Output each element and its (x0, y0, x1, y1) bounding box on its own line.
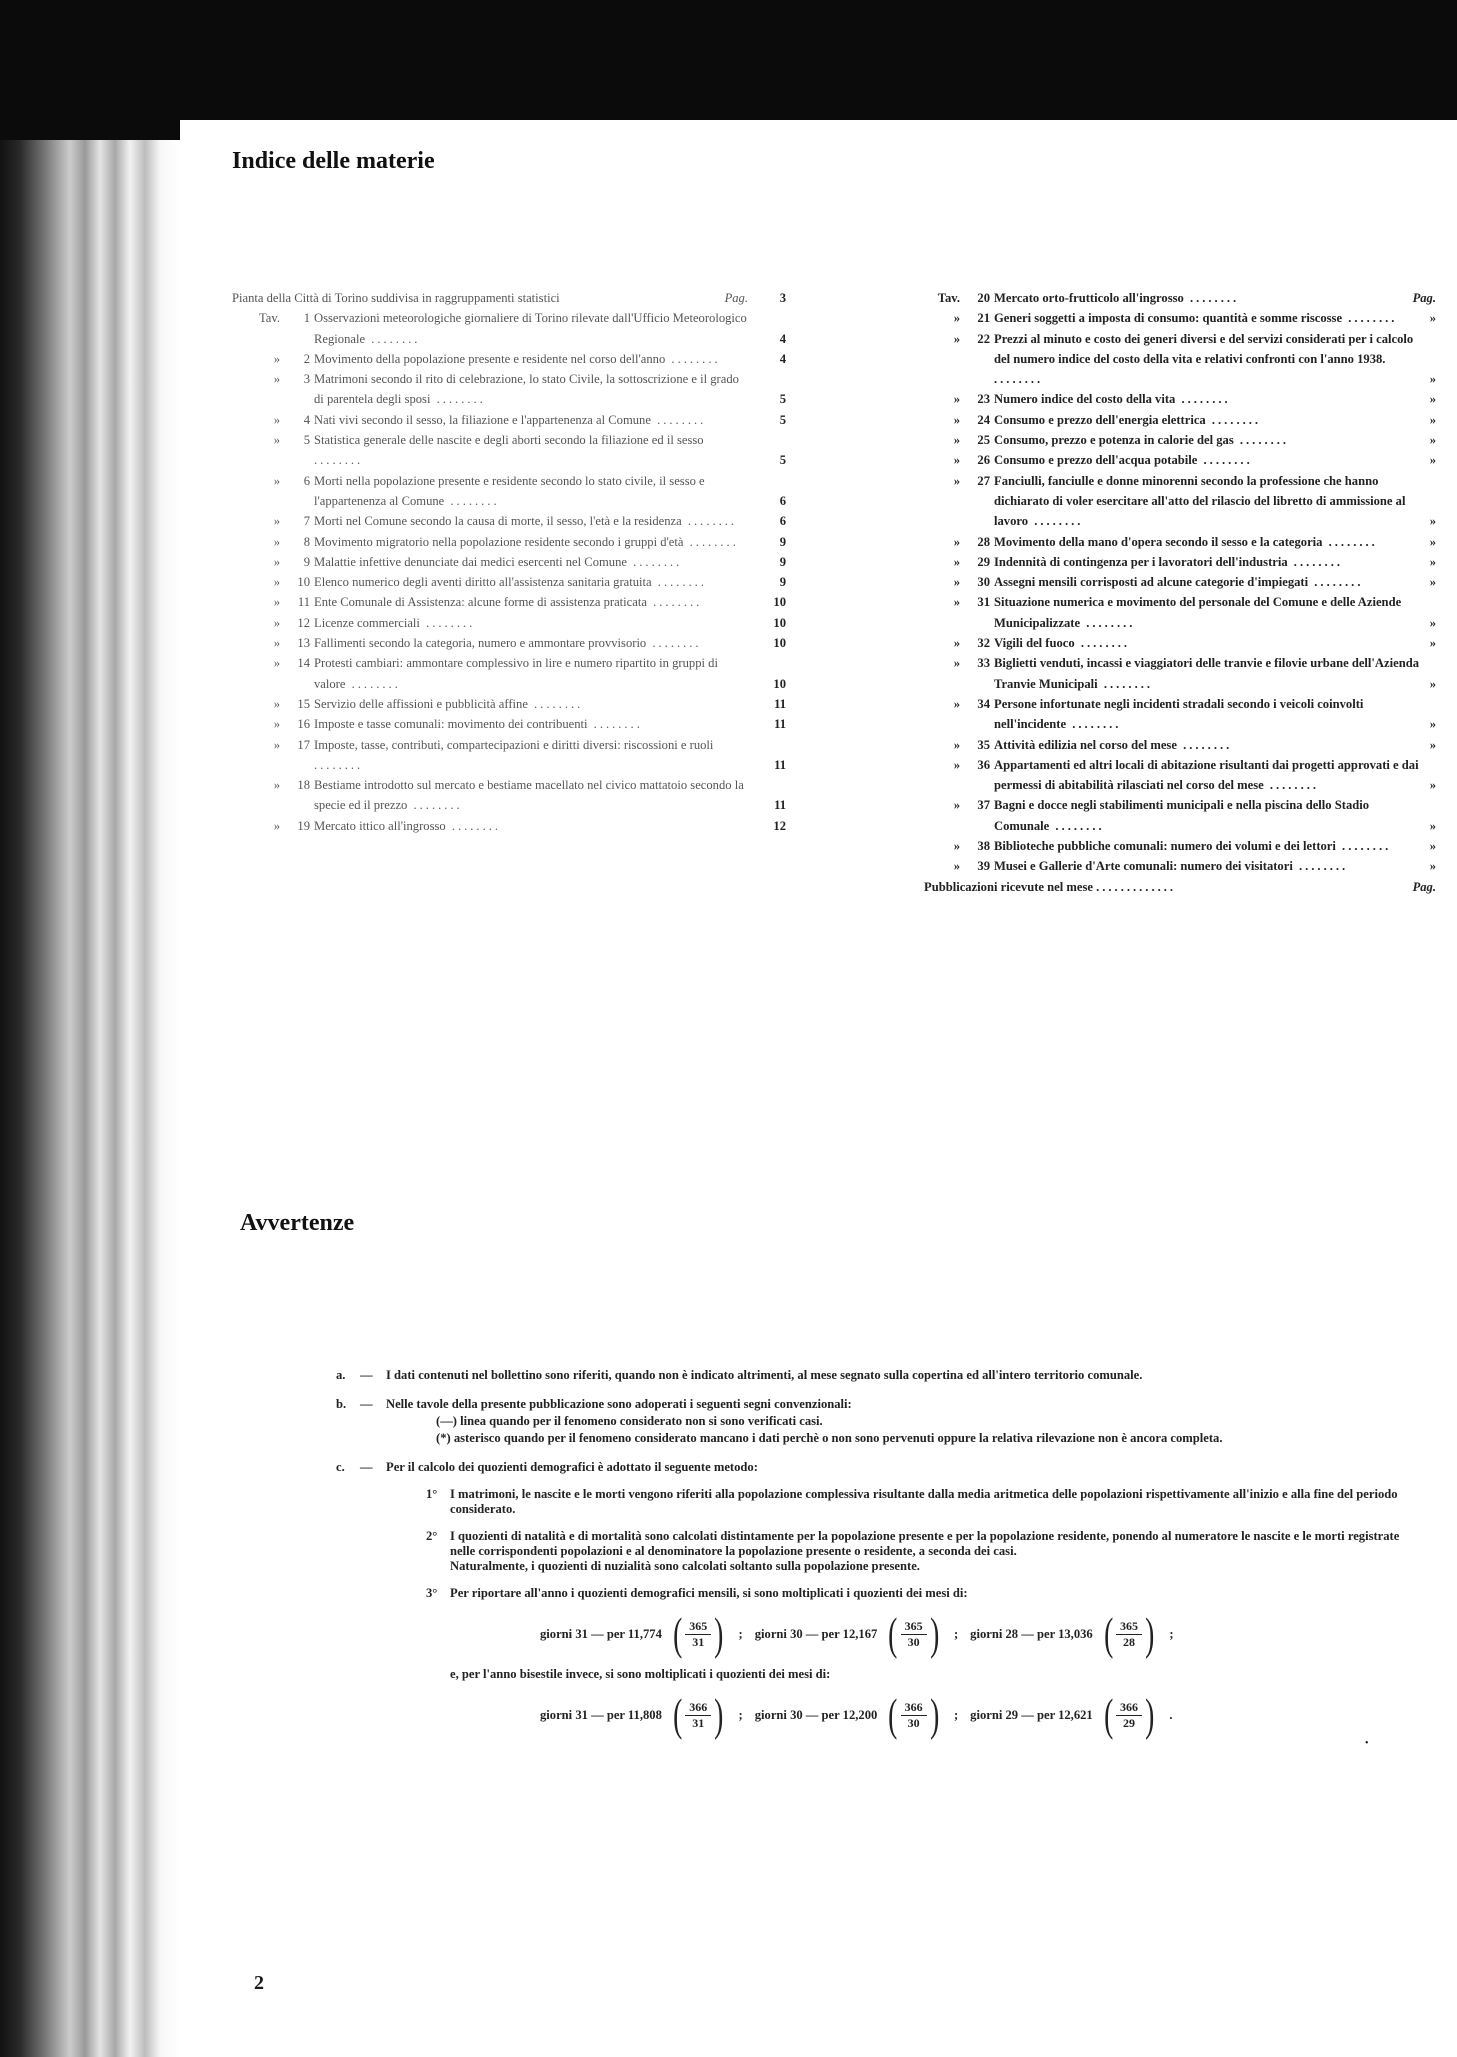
toc-entry-text: Statistica generale delle nascite e degli aborti secondo la filiazione ed il sesso ........ (314, 433, 704, 468)
toc-entry-number: 25 (977, 433, 990, 448)
toc-entry-number: 36 (977, 757, 990, 772)
toc-entry-label: » (273, 818, 280, 833)
toc-entry-number: 30 (977, 575, 990, 590)
toc-entry-number: 14 (297, 656, 310, 671)
toc-entry (924, 471, 1436, 532)
toc-entry-text: Osservazioni meteorologiche giornaliere di Torino rilevate dall'Ufficio Meteorologico Regionale ........ (314, 311, 747, 346)
toc-entry-number: 38 (977, 839, 990, 854)
toc-page-number: 9 (779, 575, 786, 590)
toc-entry-label: » (273, 778, 280, 793)
toc-page-number: 11 (774, 757, 786, 772)
toc-entry-label: » (953, 433, 960, 448)
separator: ; (738, 1707, 743, 1722)
toc-entry-label: » (273, 696, 280, 711)
notes-title: Avvertenze (240, 1210, 355, 1236)
toc-entry (924, 836, 1436, 856)
toc-entry-number: 1 (303, 311, 310, 326)
toc-entry-label: » (953, 696, 960, 711)
toc-entry-number: 31 (977, 595, 990, 610)
toc-entry-text: Imposte e tasse comunali: movimento dei contribuenti ........ (314, 717, 643, 732)
fraction: ( $\frac{366}{29}$ ) (1103, 1689, 1155, 1740)
note-letter: a. (336, 1368, 346, 1382)
leap-year-text: e, per l'anno bisestile invece, si sono moltiplicati i quozienti dei mesi di: (450, 1667, 831, 1681)
toc-page-number: 6 (779, 514, 786, 529)
toc-entry-pianta (232, 288, 786, 308)
toc-entry (232, 816, 786, 836)
toc-page-number: 5 (779, 453, 786, 468)
toc-entry-number: 10 (297, 575, 310, 590)
note-dash: — (360, 1460, 373, 1474)
toc-entry-number: 12 (297, 615, 310, 630)
toc-entry (232, 633, 786, 653)
toc-entry-number: 24 (977, 412, 990, 427)
toc-entry-number: 28 (977, 534, 990, 549)
toc-entry-label: Tav. (937, 291, 960, 305)
toc-left-column (232, 288, 786, 836)
toc-entry-text: Mercato ittico all'ingrosso ........ (314, 818, 502, 833)
formula-term: giorni 31 — per 11,808 (540, 1707, 662, 1722)
toc-entry-text: Assegni mensili corrisposti ad alcune categorie d'impiegati ........ (994, 575, 1364, 590)
toc-entry-text: Appartamenti ed altri locali di abitazione risultanti dai progetti approvati e dai permessi di abitabilità rilasciati nel corso del mese ........ (994, 757, 1419, 793)
note-sub-asterisk: (*) asterisco quando per il fenomeno considerato mancano i dati perchè o non sono pervenuti oppure la relativa rilevazione non è ancora completa. (436, 1431, 1223, 1445)
toc-entry-number: 32 (977, 636, 990, 651)
toc-entry (232, 572, 786, 592)
toc-entry-text: Situazione numerica e movimento del personale del Comune e delle Aziende Municipalizzate ........ (994, 595, 1402, 630)
formula-leap-year (540, 1689, 1426, 1740)
toc-entry-text: Movimento migratorio nella popolazione residente secondo i gruppi d'età ........ (314, 534, 739, 549)
toc-entry-text: Servizio delle affissioni e pubblicità affine ........ (314, 696, 584, 711)
toc-right-column (924, 288, 1436, 897)
fraction-numerator: 365 (685, 1619, 711, 1635)
toc-entry-number: 22 (977, 331, 990, 346)
toc-page-number: » (1429, 859, 1436, 874)
toc-entry (924, 694, 1436, 735)
toc-entry-label: » (953, 554, 960, 569)
toc-page-number: » (1429, 717, 1436, 732)
toc-entry-text: Protesti cambiari: ammontare complessivo in lire e numero ripartito in gruppi di valore ........ (314, 656, 718, 691)
toc-entry (232, 471, 786, 512)
toc-entry-number: 6 (303, 473, 310, 488)
stray-mark: • (1365, 1738, 1369, 1749)
toc-entry-label: » (273, 372, 280, 387)
toc-entry-label: » (953, 311, 960, 326)
toc-entry-label: » (953, 737, 960, 752)
toc-page-number: » (1429, 453, 1436, 468)
formula-term: giorni 30 — per 12,167 (754, 1626, 878, 1641)
note-letter: b. (336, 1397, 347, 1411)
toc-entry (232, 369, 786, 410)
toc-entry-number: 5 (303, 433, 310, 448)
toc-entry-text: Licenze commerciali ........ (314, 615, 476, 630)
toc-page-number: 11 (774, 696, 786, 711)
separator: ; (738, 1626, 743, 1641)
toc-entry-number: 20 (977, 291, 990, 305)
toc-entry-text: Prezzi al minuto e costo dei generi diversi e del servizi considerati per i calcolo del numero indice del costo della vita e relativi confronti con l'anno 1938. ........ (994, 331, 1414, 387)
toc-entry-label: » (273, 595, 280, 610)
toc-entry-label: » (953, 757, 960, 772)
toc-page-number: » (1429, 737, 1436, 752)
toc-entry (232, 552, 786, 572)
toc-entry (232, 349, 786, 369)
toc-entry-label: » (953, 636, 960, 651)
formula-term: giorni 31 — per 11,774 (540, 1626, 662, 1641)
separator: ; (1169, 1626, 1174, 1641)
toc-entry-number: 21 (977, 311, 990, 326)
toc-entry (924, 856, 1436, 876)
toc-page-number: » (1429, 615, 1436, 630)
toc-entry-label: » (953, 656, 960, 671)
toc-entry-label: » (273, 656, 280, 671)
toc-page-number: » (1429, 311, 1436, 326)
toc-entry (924, 795, 1436, 836)
toc-entry-label: » (953, 798, 960, 813)
toc-entry-text: Musei e Gallerie d'Arte comunali: numero dei visitatori ........ (994, 859, 1349, 874)
toc-entry-label: » (953, 331, 960, 346)
separator: ; (953, 1626, 959, 1641)
toc-entry-text: Nati vivi secondo il sesso, la filiazione e l'appartenenza al Comune ........ (314, 412, 707, 427)
scan-dark-border (0, 0, 1457, 140)
fraction-numerator: 366 (1116, 1700, 1142, 1716)
toc-left-list (232, 308, 786, 836)
toc-entry-number: 23 (977, 392, 990, 407)
toc-entry-number: 37 (977, 798, 990, 813)
toc-entry-text: Morti nella popolazione presente e residente secondo lo stato civile, il sesso e l'appartenenza al Comune ........ (314, 473, 705, 508)
toc-page-number: 5 (779, 392, 786, 407)
toc-entry-text: Bagni e docce negli stabilimenti municipali e nella piscina dello Stadio Comunale ........ (994, 798, 1370, 833)
toc-entry-text: Ente Comunale di Assistenza: alcune forme di assistenza praticata ........ (314, 595, 703, 610)
toc-entry-number: 15 (297, 696, 310, 711)
toc-entry (924, 735, 1436, 755)
toc-page-number: » (1429, 372, 1436, 387)
fraction-denominator: 28 (1123, 1634, 1136, 1649)
fraction: ( $\frac{366}{30}$ ) (888, 1689, 939, 1740)
toc-entry (924, 572, 1436, 592)
toc-entry (924, 308, 1436, 328)
fraction-denominator: 29 (1123, 1715, 1136, 1730)
toc-entry (924, 389, 1436, 409)
toc-entry-label: » (273, 615, 280, 630)
toc-entry (232, 735, 786, 776)
toc-page-number: » (1429, 778, 1436, 793)
toc-page-number: 6 (779, 493, 786, 508)
toc-page-number: 4 (779, 331, 786, 346)
toc-page-number: 12 (773, 818, 786, 833)
toc-page-number: 11 (774, 798, 786, 813)
toc-entry-text: Mercato orto-frutticolo all'ingrosso ........ (994, 291, 1240, 305)
fraction-numerator: 366 (685, 1700, 711, 1716)
toc-page-number: » (1429, 412, 1436, 427)
toc-entry-label: » (953, 595, 960, 610)
formula-term: giorni 29 — per 12,621 (970, 1707, 1093, 1722)
toc-entry-text: Attività edilizia nel corso del mese ........ (994, 737, 1233, 752)
note-a (336, 1368, 1426, 1383)
toc-entry-text: Morti nel Comune secondo la causa di morte, il sesso, l'età e la residenza ........ (314, 514, 738, 529)
toc-entry-pubblicazioni (924, 877, 1436, 897)
toc-entry-number: 26 (977, 453, 990, 468)
toc-entry (924, 532, 1436, 552)
toc-entry (924, 755, 1436, 796)
toc-entry (924, 410, 1436, 430)
note-letter: c. (336, 1460, 345, 1474)
toc-entry-label: » (953, 839, 960, 854)
toc-entry (232, 410, 786, 430)
toc-entry-number: 13 (297, 636, 310, 651)
toc-page-label: Pag. (724, 291, 748, 305)
toc-entry-text: Biblioteche pubbliche comunali: numero dei volumi e dei lettori ........ (994, 839, 1392, 854)
separator: ; (953, 1707, 959, 1722)
toc-entry (924, 329, 1436, 390)
toc-entry-text: Movimento della mano d'opera secondo il sesso e la categoria ........ (994, 534, 1378, 549)
toc-entry (924, 592, 1436, 633)
toc-entry-number: 7 (303, 514, 310, 529)
toc-entry (232, 694, 786, 714)
toc-entry-text: Indennità di contingenza per i lavoratori dell'industria ........ (994, 554, 1343, 569)
toc-entry-number: 34 (977, 696, 990, 711)
toc-entry-text: Generi soggetti a imposta di consumo: quantità e somme riscosse ........ (994, 311, 1398, 326)
method-3: 3° Per riportare all'anno i quozienti demografici mensili, si sono moltiplicati i quozienti dei mesi di: giorni 31 — per 11,774 ( $\frac{365}{31}$ ) ; giorni 30 — per 12,167 ( $\frac{365}{30}$ ) ; giorni 28 — per 13,036 ( $\frac{365}{28}$ ) ; e, per l'anno bisestile invece, si sono moltiplicati i quozienti dei mesi di: giorni 31 — per 11,808 ( $\frac{366}{31}$ ) ; giorni 30 — per 12,200 ( $\frac{366}{30}$ ) ; giorni 29 — per 12,621 ( $\frac{366}{29}$ ) . (426, 1586, 1426, 1748)
toc-entry (232, 653, 786, 694)
fraction-denominator: 31 (692, 1715, 705, 1730)
toc-page-number: 9 (779, 534, 786, 549)
toc-entry-label: » (273, 636, 280, 651)
toc-page-number: » (1429, 392, 1436, 407)
formula-term: giorni 28 — per 13,036 (970, 1626, 1093, 1641)
toc-page-number: 10 (773, 595, 786, 610)
toc-entry (232, 511, 786, 531)
toc-entry (924, 552, 1436, 572)
toc-entry-number: 33 (977, 656, 990, 671)
note-text: I dati contenuti nel bollettino sono riferiti, quando non è indicato altrimenti, al mese segnato sulla copertina ed all'intero territorio comunale. (386, 1368, 1143, 1382)
toc-entry (232, 613, 786, 633)
toc-entry (232, 592, 786, 612)
toc-page-number: 4 (779, 351, 786, 366)
fraction-denominator: 31 (692, 1634, 705, 1649)
method-1: 1° I matrimoni, le nascite e le morti vengono riferiti alla popolazione complessiva risultante dalla media aritmetica delle popolazioni rispettivamente all'inizio e alla fine del periodo considerato. (426, 1487, 1398, 1516)
toc-entry-label: » (273, 433, 280, 448)
toc-entry-text: Pubblicazioni ricevute nel mese ............. (924, 879, 1177, 894)
toc-entry (924, 288, 1436, 308)
toc-entry-number: 29 (977, 554, 990, 569)
note-b (336, 1397, 1426, 1446)
toc-entry (232, 714, 786, 734)
toc-page-number: » (1429, 514, 1436, 529)
toc-page-number: 3 (779, 291, 786, 305)
toc-page-number: 10 (773, 615, 786, 630)
toc-entry-number: 17 (297, 737, 310, 752)
toc-entry-label: » (953, 575, 960, 590)
toc-entry (924, 633, 1436, 653)
fraction: ( $\frac{366}{31}$ ) (672, 1689, 724, 1740)
toc-entry-text: Imposte, tasse, contributi, compartecipazioni e diritti diversi: riscossioni e ruoli ........ (314, 737, 714, 772)
notes-section (336, 1368, 1426, 1762)
toc-page-label: Pag. (1412, 291, 1436, 305)
toc-entry-text: Fallimenti secondo la categoria, numero e ammontare provvisorio ........ (314, 636, 702, 651)
toc-entry-label: » (273, 514, 280, 529)
toc-entry-number: 2 (303, 351, 310, 366)
toc-entry-label: Tav. (258, 311, 280, 326)
fraction: ( $\frac{365}{30}$ ) (888, 1608, 939, 1659)
toc-page-number: » (1429, 575, 1436, 590)
toc-entry-label: » (273, 717, 280, 732)
toc-entry (232, 308, 786, 349)
fraction-denominator: 30 (907, 1715, 920, 1730)
toc-entry-label: » (273, 351, 280, 366)
separator: . (1169, 1707, 1173, 1722)
toc-entry-text: Bestiame introdotto sul mercato e bestiame macellato nel civico mattatoio secondo la specie ed il prezzo ........ (314, 778, 744, 813)
toc-page-number: 11 (774, 717, 786, 732)
toc-entry-label: » (953, 473, 960, 488)
toc-entry-number: 35 (977, 737, 990, 752)
toc-entry-label: » (953, 412, 960, 427)
formula-term: giorni 30 — per 12,200 (754, 1707, 878, 1722)
toc-entry-text: Matrimoni secondo il rito di celebrazione, lo stato Civile, la sottoscrizione e il grado di parentela degli sposi ........ (314, 372, 739, 407)
toc-entry-text: Elenco numerico degli aventi diritto all'assistenza sanitaria gratuita ........ (314, 575, 707, 590)
note-dash: — (360, 1397, 373, 1411)
toc-entry (924, 430, 1436, 450)
method-2: 2° I quozienti di natalità e di mortalità sono calcolati distintamente per la popolazione presente e per la popolazione residente, ponendo al numeratore le nascite e le morti registrate nelle corrispondenti popolazioni e al denominatore la popolazione presente o residente, a seconda dei casi. Naturalmente, i quozienti di nuzialità sono calcolati soltanto sulla popolazione presente. (426, 1529, 1400, 1573)
fraction: ( $\frac{365}{31}$ ) (672, 1608, 724, 1659)
toc-entry (924, 653, 1436, 694)
toc-entry-number: 39 (977, 859, 990, 874)
toc-page-number: 5 (779, 412, 786, 427)
toc-entry (924, 450, 1436, 470)
toc-entry-text: Movimento della popolazione presente e residente nel corso dell'anno ........ (314, 351, 721, 366)
toc-page-number: 10 (773, 676, 786, 691)
page-title: Indice delle materie (232, 148, 435, 174)
note-text: Nelle tavole della presente pubblicazione sono adoperati i seguenti segni convenzionali: (386, 1397, 852, 1411)
formula-normal-year (540, 1608, 1426, 1659)
toc-entry-label: » (273, 473, 280, 488)
toc-entry-number: 19 (297, 818, 310, 833)
toc-entry-number: 9 (303, 554, 310, 569)
page-number: 2 (254, 1972, 264, 1994)
toc-entry-label: » (953, 453, 960, 468)
toc-entry-text: Persone infortunate negli incidenti stradali secondo i veicoli coinvolti nell'incidente ........ (994, 696, 1364, 732)
note-dash: — (360, 1368, 373, 1382)
toc-page-number: » (1429, 433, 1436, 448)
toc-entry-label: » (273, 575, 280, 590)
toc-entry-text: Numero indice del costo della vita ........ (994, 392, 1231, 407)
toc-entry-label: » (273, 737, 280, 752)
toc-page-number: 9 (779, 554, 786, 569)
toc-entry (232, 775, 786, 816)
toc-entry (232, 532, 786, 552)
toc-entry-text: Vigili del fuoco ........ (994, 636, 1131, 651)
toc-entry-number: 16 (297, 717, 310, 732)
toc-entry-label: » (953, 392, 960, 407)
toc-entry-text: Consumo, prezzo e potenza in calorie del gas ........ (994, 433, 1290, 448)
toc-entry-number: 8 (303, 534, 310, 549)
toc-page-label: Pag. (1412, 879, 1436, 894)
toc-right-list (924, 288, 1436, 877)
scan-page-edges (0, 140, 180, 2057)
toc-entry-label: » (273, 412, 280, 427)
toc-page-number: » (1429, 676, 1436, 691)
toc-page-number: » (1429, 554, 1436, 569)
toc-entry-text: Consumo e prezzo dell'acqua potabile ........ (994, 453, 1253, 468)
toc-entry-text: Consumo e prezzo dell'energia elettrica ........ (994, 412, 1262, 427)
toc-page-number: » (1429, 818, 1436, 833)
note-c (336, 1460, 1426, 1748)
toc-entry-number: 27 (977, 473, 990, 488)
toc-page-number: » (1429, 636, 1436, 651)
fraction-denominator: 30 (907, 1634, 920, 1649)
toc-page-number: » (1429, 839, 1436, 854)
fraction: ( $\frac{365}{28}$ ) (1103, 1608, 1155, 1659)
toc-entry-label: » (953, 534, 960, 549)
note-text: Per il calcolo dei quozienti demografici è adottato il seguente metodo: (386, 1460, 758, 1474)
toc-entry-number: 3 (303, 372, 310, 387)
fraction-numerator: 365 (1116, 1619, 1142, 1635)
toc-entry-label: » (953, 859, 960, 874)
fraction-numerator: 366 (901, 1700, 927, 1716)
toc-entry-number: 4 (303, 412, 310, 427)
toc-entry-number: 11 (297, 595, 310, 610)
toc-entry-text: Malattie infettive denunciate dai medici esercenti nel Comune ........ (314, 554, 683, 569)
toc-page-number: » (1429, 534, 1436, 549)
note-sub-line: (—) linea quando per il fenomeno considerato non si sono verificati casi. (436, 1414, 823, 1428)
fraction-numerator: 365 (901, 1619, 927, 1635)
toc-page-number: 10 (773, 636, 786, 651)
toc-entry-text: Pianta della Città di Torino suddivisa in raggruppamenti statistici (232, 291, 560, 305)
toc-entry-label: » (273, 554, 280, 569)
toc-entry-label: » (273, 534, 280, 549)
toc-entry-text: Biglietti venduti, incassi e viaggiatori delle tranvie e filovie urbane dell'Azienda Tranvie Municipali ........ (994, 656, 1420, 691)
toc-entry-number: 18 (297, 778, 310, 793)
toc-entry-text: Fanciulli, fanciulle e donne minorenni secondo la professione che hanno dichiarato di voler esercitare all'atto del rilascio del libretto di ammissione al lavoro ........ (994, 473, 1406, 529)
toc-entry (232, 430, 786, 471)
